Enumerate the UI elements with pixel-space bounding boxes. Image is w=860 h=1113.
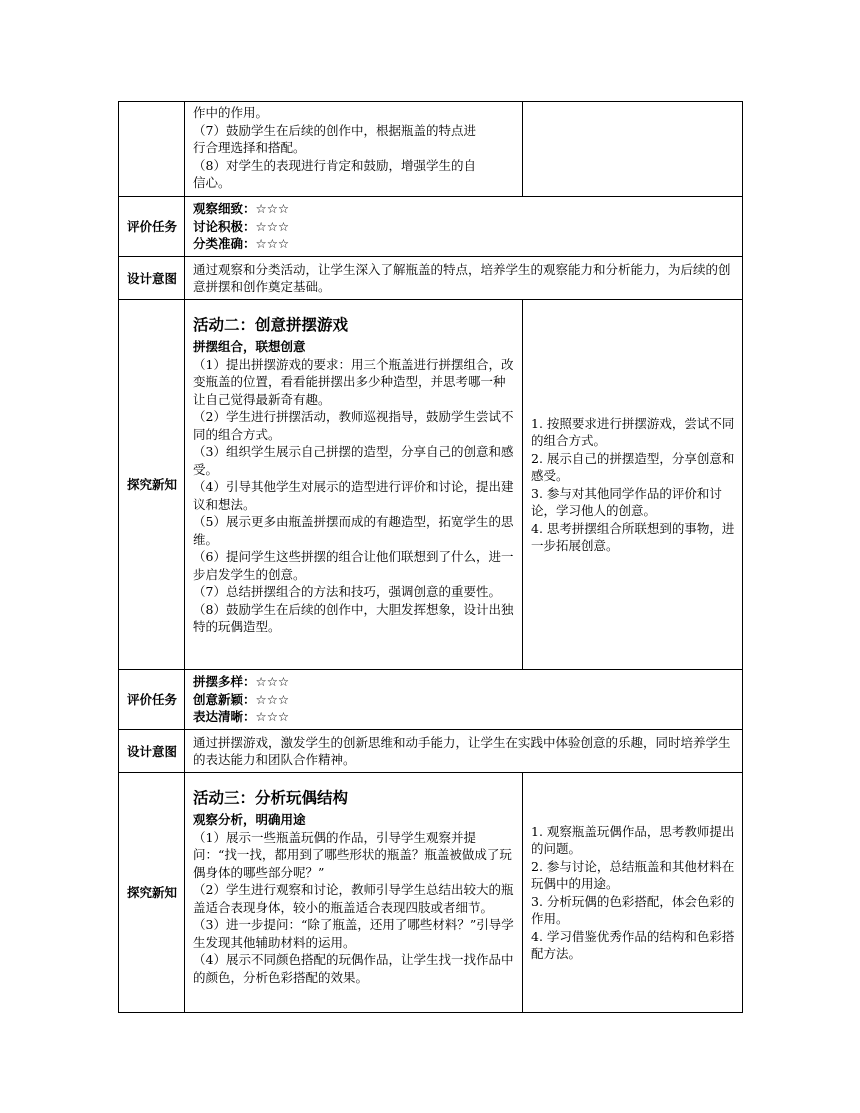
continuation-student-cell [523,102,743,197]
teacher-step: （3）组织学生展示自己拼摆的造型，分享自己的创意和感受。 [193,444,514,477]
teacher-step: （1）展示一些瓶盖玩偶的作品，引导学生观察并提问：“找一找，都用到了哪些形状的瓶盖？瓶盖被做成了玩偶身体的哪些部分呢？” [193,829,512,880]
evaluation-item [193,218,736,236]
teacher-step: （4）展示不同颜色搭配的玩偶作品，让学生找一找作品中的颜色，分析色彩搭配的效果。 [193,952,514,985]
student-step: 1. 按照要求进行拼摆游戏，尝试不同的组合方式。 [531,415,735,448]
activity-subtitle: 观察分析，明确用途 [193,812,306,827]
activity-3-student-cell [523,773,743,1013]
teacher-line: 作中的作用。 [193,105,269,120]
teacher-line: 行合理选择和搭配。 [193,140,306,155]
star-rating: ☆☆☆ [255,709,290,725]
design-intent-label: 设计意图 [119,730,185,773]
star-rating: ☆☆☆ [255,201,290,217]
student-step: 4. 思考拼摆组合所联想到的事物，进一步拓展创意。 [531,520,735,553]
student-step: 3. 参与对其他同学作品的评价和讨论，学习他人的创意。 [531,485,722,518]
explore-label: 探究新知 [119,300,185,670]
continuation-row [119,102,743,197]
student-step: 1. 观察瓶盖玩偶作品，思考教师提出的问题。 [531,823,735,856]
teacher-line: 信心。 [193,175,231,190]
evaluation-row-2 [119,670,743,730]
teacher-step: （3）进一步提问：“除了瓶盖，还用了哪些材料？”引导学生发现其他辅助材料的运用。 [193,917,514,950]
star-rating: ☆☆☆ [255,674,290,690]
continuation-label-cell [119,102,185,197]
student-step: 2. 参与讨论，总结瓶盖和其他材料在玩偶中的用途。 [531,858,735,891]
design-intent-label: 设计意图 [119,257,185,300]
design-intent-row-1 [119,257,743,300]
evaluation-item [193,691,736,709]
student-step: 2. 展示自己的拼摆造型，分享创意和感受。 [531,450,735,483]
teacher-step: （6）提问学生这些拼摆的组合让他们联想到了什么，进一步启发学生的创意。 [193,549,514,582]
evaluation-item [193,235,736,253]
evaluation-label: 评价任务 [119,670,185,730]
evaluation-item-name: 分类准确： [193,236,256,252]
design-intent-row-2 [119,730,743,773]
evaluation-row-1 [119,197,743,257]
teacher-step: （2）学生进行拼摆活动，教师巡视指导，鼓励学生尝试不同的组合方式。 [193,409,514,442]
design-intent-text: 通过观察和分类活动，让学生深入了解瓶盖的特点，培养学生的观察能力和分析能力，为后续的创意拼摆和创作奠定基础。 [185,257,743,300]
evaluation-item [193,200,736,218]
evaluation-item-name: 讨论积极： [193,218,256,234]
activity-3-row [119,773,743,1013]
evaluation-label: 评价任务 [119,197,185,257]
evaluation-item-name: 拼摆多样： [193,674,256,690]
evaluation-item-name: 观察细致： [193,201,256,217]
activity-2-student-cell [523,300,743,670]
activity-title: 活动三：分析玩偶结构 [193,789,349,807]
teacher-step: （7）总结拼摆组合的方法和技巧，强调创意的重要性。 [193,584,501,599]
evaluation-item-name: 创意新颖： [193,691,256,707]
design-intent-text: 通过拼摆游戏，激发学生的创新思维和动手能力，让学生在实践中体验创意的乐趣，同时培养学生的表达能力和团队合作精神。 [185,730,743,773]
continuation-teacher-cell [185,102,523,197]
activity-2-teacher-cell [185,300,523,670]
lesson-plan-table [118,101,743,1013]
teacher-step: （8）鼓励学生在后续的创作中，大胆发挥想象，设计出独特的玩偶造型。 [193,601,514,634]
teacher-line: （7）鼓励学生在后续的创作中，根据瓶盖的特点进 [193,122,476,138]
activity-subtitle: 拼摆组合，联想创意 [193,339,306,354]
evaluation-item [193,708,736,726]
activity-2-row [119,300,743,670]
teacher-step: （2）学生进行观察和讨论，教师引导学生总结出较大的瓶盖适合表现身体，较小的瓶盖适合表现四肢或者细节。 [193,882,514,915]
teacher-line: （8）对学生的表现进行肯定和鼓励，增强学生的自 [193,157,476,173]
teacher-step: （4）引导其他学生对展示的造型进行评价和讨论，提出建议和想法。 [193,479,514,512]
evaluation-item [193,673,736,691]
evaluation-item-name: 表达清晰： [193,709,256,725]
star-rating: ☆☆☆ [255,236,290,252]
explore-label: 探究新知 [119,773,185,1013]
star-rating: ☆☆☆ [255,691,290,707]
student-step: 3. 分析玩偶的色彩搭配，体会色彩的作用。 [531,893,735,926]
teacher-step: （5）展示更多由瓶盖拼摆而成的有趣造型，拓宽学生的思维。 [193,514,514,547]
student-step: 4. 学习借鉴优秀作品的结构和色彩搭配方法。 [531,928,735,961]
activity-title: 活动二：创意拼摆游戏 [193,316,349,334]
evaluation-content [185,670,743,730]
evaluation-content [185,197,743,257]
activity-3-teacher-cell [185,773,523,1013]
teacher-step: （1）提出拼摆游戏的要求：用三个瓶盖进行拼摆组合，改变瓶盖的位置，看看能拼摆出多少种造型，并思考哪一种让自己觉得最新奇有趣。 [193,356,514,407]
star-rating: ☆☆☆ [255,218,290,234]
